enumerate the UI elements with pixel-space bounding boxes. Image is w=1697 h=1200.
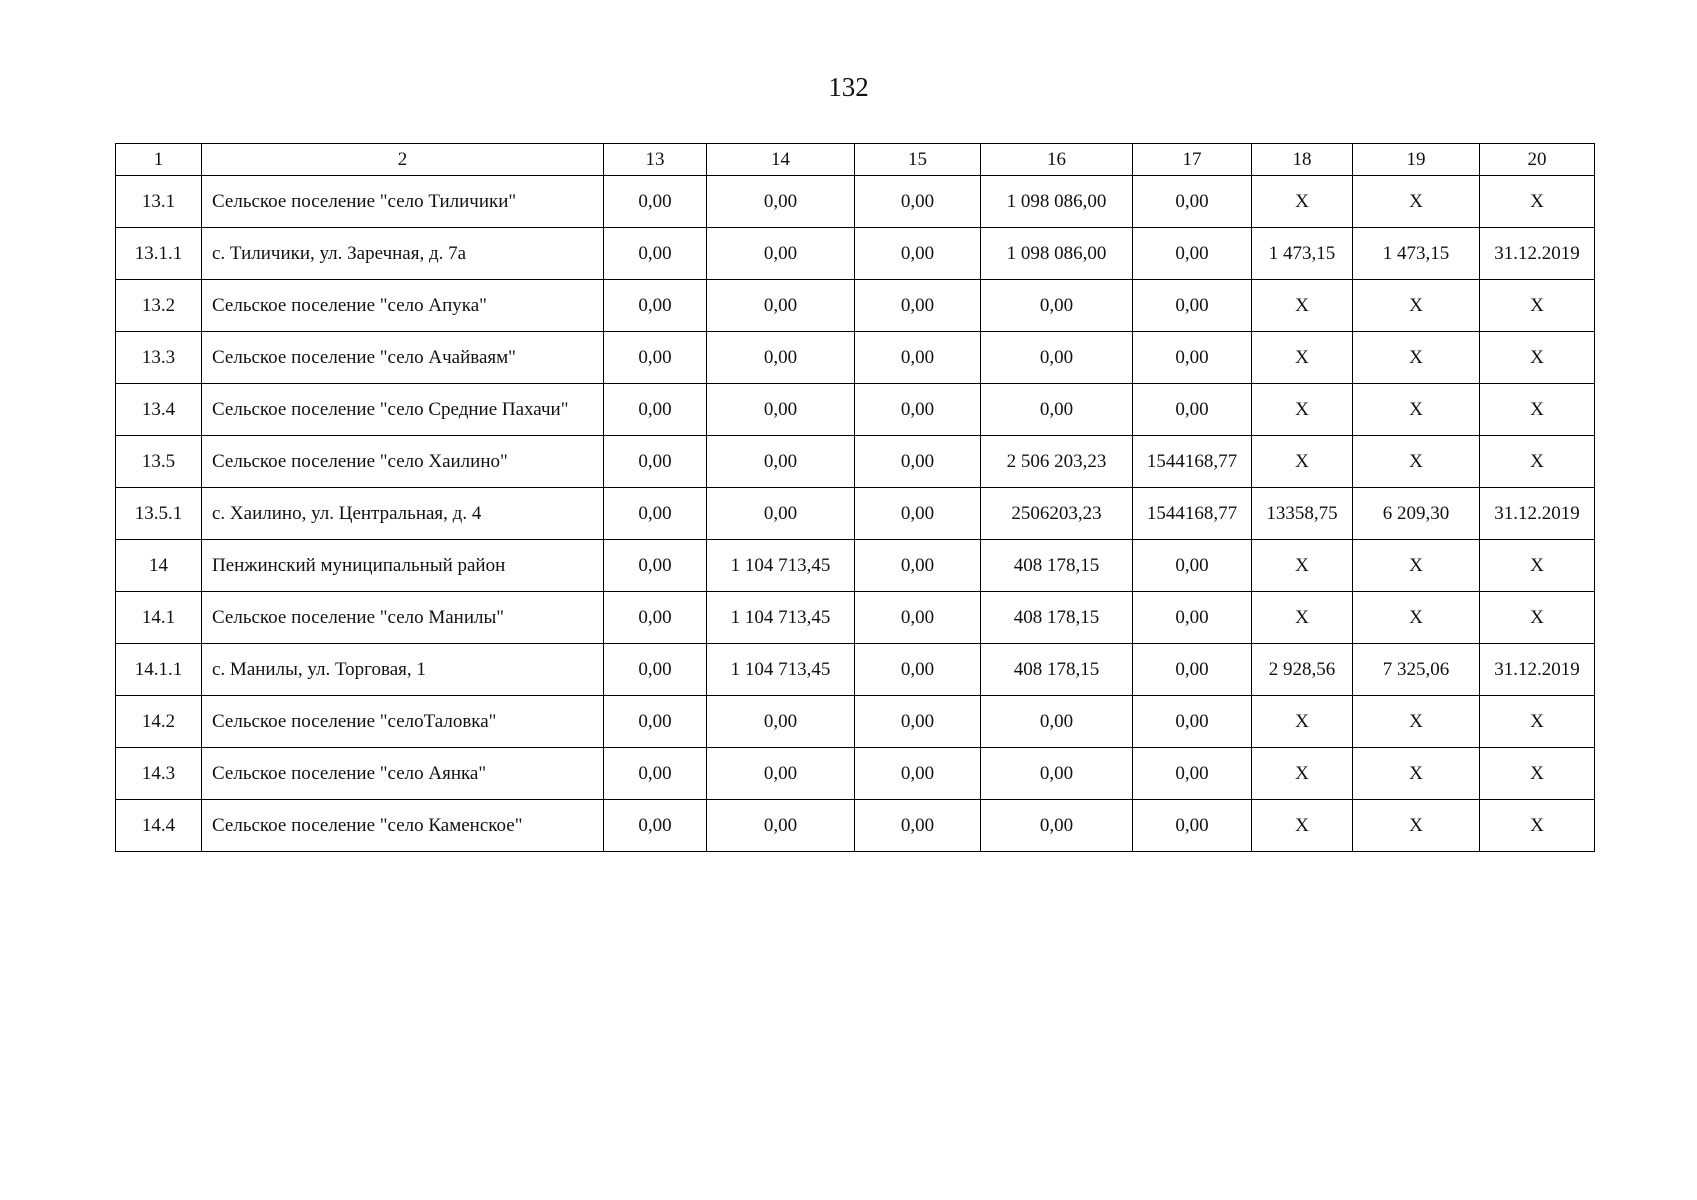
column-header-7: 17 <box>1133 144 1252 176</box>
table-cell: 0,00 <box>981 280 1133 332</box>
table-cell-name: Сельское поселение "селоТаловка" <box>202 696 604 748</box>
table-cell: 14.1 <box>116 592 202 644</box>
table-cell: 0,00 <box>604 280 707 332</box>
table-cell: 2506203,23 <box>981 488 1133 540</box>
table-cell: 0,00 <box>707 800 855 852</box>
table-cell: 1 473,15 <box>1252 228 1353 280</box>
table-cell: 0,00 <box>1133 540 1252 592</box>
table-cell: 13358,75 <box>1252 488 1353 540</box>
table-cell: 13.3 <box>116 332 202 384</box>
table-cell: 0,00 <box>981 696 1133 748</box>
table-cell: 0,00 <box>604 748 707 800</box>
table-cell: 13.4 <box>116 384 202 436</box>
page-number: 132 <box>828 72 869 102</box>
table-cell: X <box>1353 176 1480 228</box>
table-cell: 0,00 <box>855 592 981 644</box>
table-cell: 0,00 <box>604 696 707 748</box>
table-cell: X <box>1252 436 1353 488</box>
table-cell: 408 178,15 <box>981 644 1133 696</box>
table-cell: 14.3 <box>116 748 202 800</box>
table-cell: X <box>1480 384 1595 436</box>
table-cell: 0,00 <box>1133 696 1252 748</box>
table-cell: 0,00 <box>707 176 855 228</box>
table-cell-name: Сельское поселение "село Средние Пахачи" <box>202 384 604 436</box>
table-cell: X <box>1252 748 1353 800</box>
column-header-3: 13 <box>604 144 707 176</box>
header-row <box>116 144 1595 176</box>
table-cell: 0,00 <box>1133 176 1252 228</box>
table-row <box>116 800 1595 852</box>
table-cell-name: Сельское поселение "село Аянка" <box>202 748 604 800</box>
table-cell: 14 <box>116 540 202 592</box>
table-row <box>116 488 1595 540</box>
table-cell: X <box>1252 800 1353 852</box>
table-cell: 0,00 <box>855 488 981 540</box>
table-row <box>116 332 1595 384</box>
table-cell: 0,00 <box>1133 592 1252 644</box>
table-cell: X <box>1480 592 1595 644</box>
table-cell: 0,00 <box>707 228 855 280</box>
column-header-9: 19 <box>1353 144 1480 176</box>
table-cell: 0,00 <box>981 748 1133 800</box>
table-cell: X <box>1252 176 1353 228</box>
table-cell: 0,00 <box>855 436 981 488</box>
table-cell: 13.1 <box>116 176 202 228</box>
table-cell: X <box>1480 800 1595 852</box>
table-cell: 0,00 <box>981 332 1133 384</box>
table-cell: X <box>1252 384 1353 436</box>
table-cell: 0,00 <box>1133 800 1252 852</box>
table-row <box>116 696 1595 748</box>
table-row <box>116 540 1595 592</box>
table-cell: X <box>1480 332 1595 384</box>
table-cell: X <box>1353 280 1480 332</box>
table-cell: X <box>1353 592 1480 644</box>
table-cell: 0,00 <box>981 800 1133 852</box>
table-cell: X <box>1353 540 1480 592</box>
table-cell: 2 506 203,23 <box>981 436 1133 488</box>
table-cell-name: Сельское поселение "село Апука" <box>202 280 604 332</box>
table-body <box>116 176 1595 852</box>
table-cell: 0,00 <box>855 228 981 280</box>
column-header-5: 15 <box>855 144 981 176</box>
table-cell: X <box>1353 332 1480 384</box>
table-cell: 0,00 <box>981 384 1133 436</box>
table-cell: 0,00 <box>707 436 855 488</box>
table-cell: 0,00 <box>855 176 981 228</box>
column-header-10: 20 <box>1480 144 1595 176</box>
table-cell: 408 178,15 <box>981 540 1133 592</box>
table-cell-name: с. Тиличики, ул. Заречная, д. 7а <box>202 228 604 280</box>
table-cell: 6 209,30 <box>1353 488 1480 540</box>
table-cell: 0,00 <box>1133 280 1252 332</box>
table-cell: 0,00 <box>707 332 855 384</box>
table-cell: X <box>1480 696 1595 748</box>
table-cell: 0,00 <box>604 176 707 228</box>
table-cell: 0,00 <box>707 696 855 748</box>
table-cell: 0,00 <box>855 332 981 384</box>
table-cell: 0,00 <box>855 800 981 852</box>
table-cell: X <box>1353 436 1480 488</box>
table-cell: 14.1.1 <box>116 644 202 696</box>
table-cell: 31.12.2019 <box>1480 228 1595 280</box>
table-cell: 0,00 <box>855 280 981 332</box>
table-cell: 7 325,06 <box>1353 644 1480 696</box>
table-cell: 0,00 <box>1133 644 1252 696</box>
table-row <box>116 280 1595 332</box>
column-header-4: 14 <box>707 144 855 176</box>
table-cell-name: Сельское поселение "село Хаилино" <box>202 436 604 488</box>
table-cell: 31.12.2019 <box>1480 488 1595 540</box>
table-cell: 0,00 <box>855 644 981 696</box>
table-cell: 0,00 <box>604 384 707 436</box>
table-cell: 0,00 <box>1133 384 1252 436</box>
table-cell: X <box>1252 696 1353 748</box>
table-cell: 0,00 <box>1133 748 1252 800</box>
table-cell: X <box>1353 748 1480 800</box>
table-cell-name: с. Хаилино, ул. Центральная, д. 4 <box>202 488 604 540</box>
table-cell: 13.5 <box>116 436 202 488</box>
table-cell: X <box>1353 384 1480 436</box>
table-cell: 0,00 <box>604 592 707 644</box>
table-cell-name: Сельское поселение "село Манилы" <box>202 592 604 644</box>
table-cell: 1 104 713,45 <box>707 540 855 592</box>
table-row <box>116 592 1595 644</box>
table-row <box>116 228 1595 280</box>
table-cell: 13.1.1 <box>116 228 202 280</box>
table-cell: 0,00 <box>707 748 855 800</box>
table-cell: X <box>1480 176 1595 228</box>
table-header <box>116 144 1595 176</box>
table-row <box>116 748 1595 800</box>
table-cell: 1 104 713,45 <box>707 644 855 696</box>
table-cell: 1 098 086,00 <box>981 228 1133 280</box>
table-cell: X <box>1480 436 1595 488</box>
table-cell: X <box>1252 280 1353 332</box>
table-cell: X <box>1480 280 1595 332</box>
table-cell: 408 178,15 <box>981 592 1133 644</box>
table-cell: 14.4 <box>116 800 202 852</box>
table-cell: 0,00 <box>707 280 855 332</box>
table-cell: 0,00 <box>604 488 707 540</box>
table-cell: 0,00 <box>604 332 707 384</box>
column-header-2: 2 <box>202 144 604 176</box>
table-cell: X <box>1252 540 1353 592</box>
table-cell: 1 098 086,00 <box>981 176 1133 228</box>
table-cell: 1544168,77 <box>1133 436 1252 488</box>
table-cell: 0,00 <box>855 540 981 592</box>
table-cell: X <box>1353 696 1480 748</box>
table-cell-name: Пенжинский муниципальный район <box>202 540 604 592</box>
column-header-6: 16 <box>981 144 1133 176</box>
table-cell: 0,00 <box>707 488 855 540</box>
table-cell-name: с. Манилы, ул. Торговая, 1 <box>202 644 604 696</box>
table-cell-name: Сельское поселение "село Каменское" <box>202 800 604 852</box>
table-cell: 13.2 <box>116 280 202 332</box>
table-cell-name: Сельское поселение "село Тиличики" <box>202 176 604 228</box>
table-cell: 0,00 <box>855 696 981 748</box>
table-cell: 31.12.2019 <box>1480 644 1595 696</box>
table-row <box>116 176 1595 228</box>
table-cell: X <box>1252 332 1353 384</box>
table-cell: 0,00 <box>855 384 981 436</box>
table-cell: 1 473,15 <box>1353 228 1480 280</box>
table-cell: 0,00 <box>855 748 981 800</box>
table-row <box>116 644 1595 696</box>
table-cell: X <box>1252 592 1353 644</box>
table-cell: 0,00 <box>604 228 707 280</box>
table-cell: 0,00 <box>604 540 707 592</box>
column-header-8: 18 <box>1252 144 1353 176</box>
table-cell: X <box>1353 800 1480 852</box>
table-cell: 0,00 <box>604 800 707 852</box>
table-cell: 0,00 <box>707 384 855 436</box>
table-cell: 0,00 <box>1133 228 1252 280</box>
table-cell: 14.2 <box>116 696 202 748</box>
table-row <box>116 436 1595 488</box>
table-cell: 0,00 <box>1133 332 1252 384</box>
table-cell: 0,00 <box>604 436 707 488</box>
column-header-1: 1 <box>116 144 202 176</box>
table-cell: 1 104 713,45 <box>707 592 855 644</box>
table-row <box>116 384 1595 436</box>
table-cell: 2 928,56 <box>1252 644 1353 696</box>
table-cell: X <box>1480 748 1595 800</box>
data-table <box>115 143 1595 852</box>
table-cell: 0,00 <box>604 644 707 696</box>
table-cell-name: Сельское поселение "село Ачайваям" <box>202 332 604 384</box>
table-cell: 13.5.1 <box>116 488 202 540</box>
table-cell: X <box>1480 540 1595 592</box>
table-cell: 1544168,77 <box>1133 488 1252 540</box>
